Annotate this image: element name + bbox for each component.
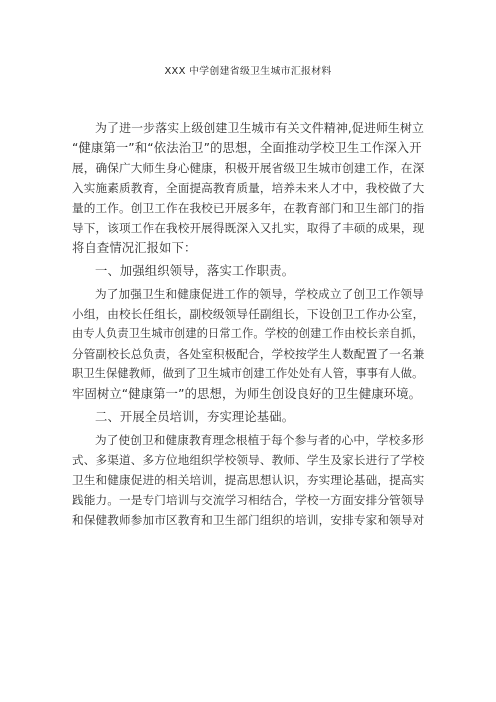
paragraph-line: 将自查情况汇报如下： <box>72 241 197 255</box>
paragraph-line: 入实施素质教育，全面提高教育质量，培养未来人才中，我校做了大 <box>72 181 425 195</box>
paragraph-line: 和保健教师参加市区教育和卫生部门组织的培训，安排专家和领导对 <box>72 513 425 527</box>
paragraph-line: 为了使创卫和健康教育理念根植于每个参与者的心中，学校多形 <box>95 433 424 447</box>
paragraph-line: 量的工作。创卫工作在我校已开展多年，在教育部门和卫生部门的指 <box>72 201 425 215</box>
paragraph-line: 式、多渠道、多方位地组织学校领导、教师、学生及家长进行了学校 <box>72 453 425 467</box>
paragraph-line: 为了加强卫生和健康促进工作的领导，学校成立了创卫工作领导 <box>95 287 424 301</box>
paragraph-line: “健康第一”和“依法治卫”的思想，全面推动学校卫生工作深入开 <box>72 141 422 155</box>
paragraph-line: 由专人负责卫生城市创建的日常工作。学校的创建工作由校长亲自抓， <box>72 327 424 340</box>
paragraph-line: 牢固树立“健康第一”的思想，为师生创设良好的卫生健康环境。 <box>72 387 422 401</box>
section-heading: 二、开展全员培训，夯实理论基础。 <box>95 410 295 424</box>
paragraph-line: 卫生和健康促进的相关培训，提高思想认识，夯实理论基础，提高实 <box>72 473 425 487</box>
paragraph-line: 小组，由校长任组长，副校级领导任副组长，下设创卫工作办公室， <box>72 307 425 321</box>
paragraph-line: 践能力。一是专门培训与交流学习相结合，学校一方面安排分管领导 <box>72 493 425 507</box>
paragraph-line: 导下，该项工作在我校开展得既深入又扎实，取得了丰硕的成果，现 <box>72 221 425 235</box>
paragraph-line: 分管副校长总负责，各处室积极配合，学校按学生人数配置了一名兼 <box>72 347 425 361</box>
document-title: XXX 中学创建省级卫生城市汇报材料 <box>164 66 332 77</box>
paragraph-line: 职卫生保健教师，做到了卫生城市创建工作处处有人管，事事有人做。 <box>72 367 424 380</box>
paragraph-line: 展，确保广大师生身心健康，积极开展省级卫生城市创建工作，在深 <box>72 161 425 175</box>
paragraph-line: 为了进一步落实上级创建卫生城市有关文件精神,促进师生树立 <box>95 121 425 135</box>
section-heading: 一、加强组织领导，落实工作职责。 <box>95 264 295 278</box>
